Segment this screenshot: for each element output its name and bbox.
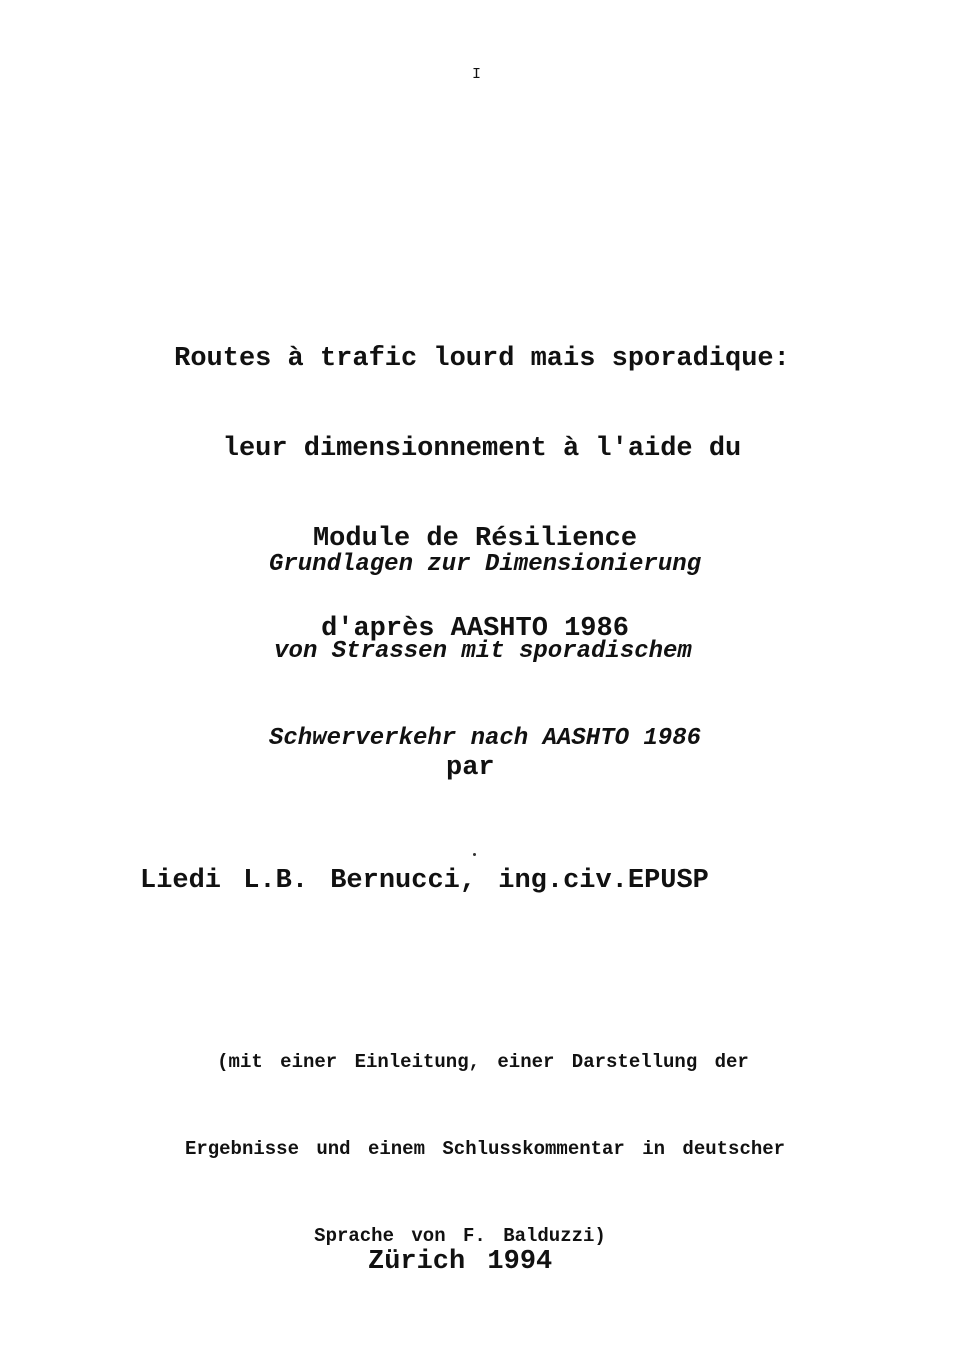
translation-note-line: Ergebnisse und einem Schlusskommentar in deutscher bbox=[184, 1138, 786, 1160]
title-french-line: d'après AASHTO 1986 bbox=[321, 614, 629, 644]
translation-note-line: Sprache von F. Balduzzi) bbox=[314, 1225, 606, 1247]
title-french-line: Module de Résilience bbox=[312, 524, 638, 554]
translation-note-line: (mit einer Einleitung, einer Darstellung der bbox=[217, 1051, 749, 1073]
scan-speck bbox=[473, 853, 476, 856]
place-and-year: Zürich 1994 bbox=[368, 1247, 553, 1277]
author: Liedi L.B. Bernucci, ing.civ.EPUSP bbox=[140, 866, 709, 896]
title-german-line: Schwerverkehr nach AASHTO 1986 bbox=[268, 725, 702, 752]
page-number: I bbox=[472, 66, 482, 83]
title-french-line: Routes à trafic lourd mais sporadique: bbox=[174, 344, 790, 374]
title-german-line: Grundlagen zur Dimensionierung bbox=[268, 551, 702, 578]
title-french-line: leur dimensionnement à l'aide du bbox=[222, 434, 742, 464]
title-german-line: von Strassen mit sporadischem bbox=[274, 638, 692, 665]
by-label: par bbox=[446, 753, 495, 783]
